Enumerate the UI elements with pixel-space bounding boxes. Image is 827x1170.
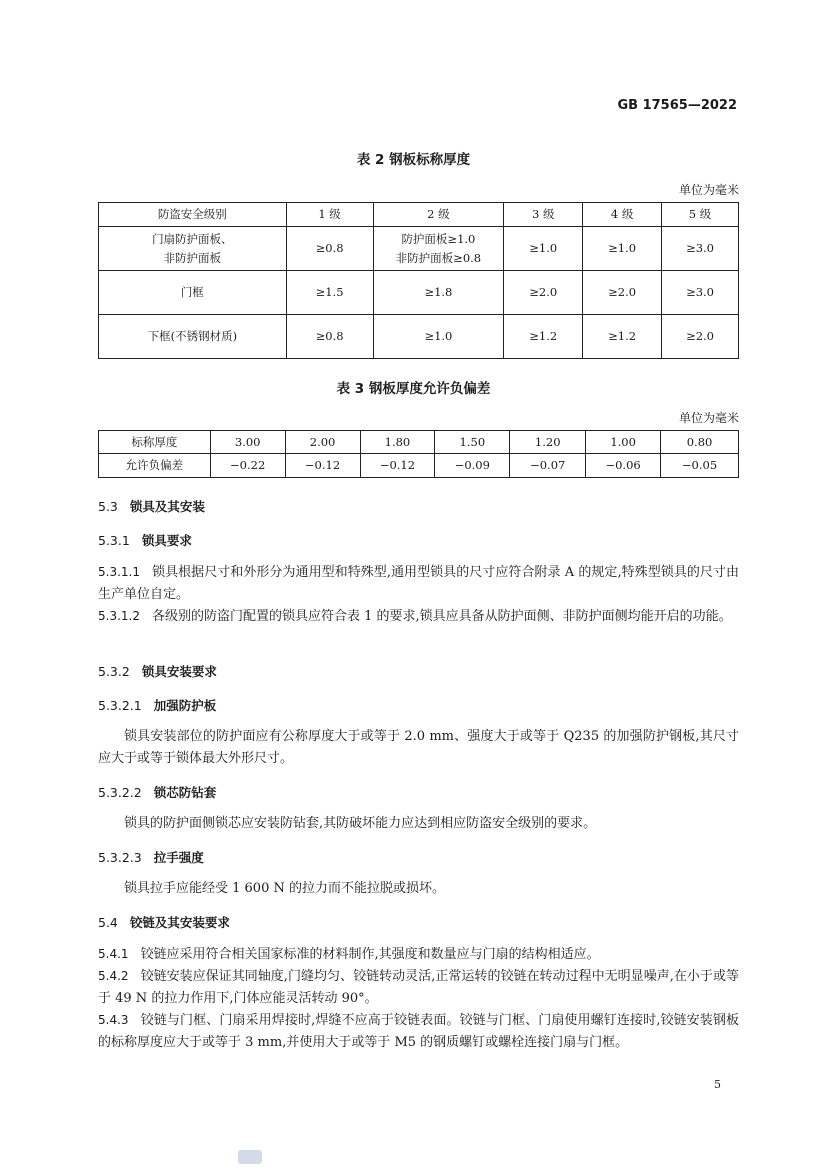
table-header: 5 级 [662, 203, 739, 227]
table-cell: ≥1.0 [373, 315, 504, 359]
paragraph-text: 锁具根据尺寸和外形分为通用型和特殊型,通用型锁具的尺寸应符合附录 A 的规定,特殊型锁具的尺寸由生产单位自定。 [98, 565, 739, 602]
table3 [98, 430, 739, 478]
table-cell [373, 227, 504, 271]
table-cell: −0.06 [586, 454, 661, 478]
table-cell: ≥2.0 [583, 271, 662, 315]
section-number: 5.3.2.2 [98, 785, 142, 800]
paragraph-5-3-2-1: 锁具安装部位的防护面应有公称厚度大于或等于 2.0 mm、强度大于或等于 Q235 的加强防护钢板,其尺寸应大于或等于锁体最大外形尺寸。 [98, 729, 739, 766]
paragraph-text: 铰链应采用符合相关国家标准的材料制作,其强度和数量应与门扇的结构相适应。 [140, 947, 600, 962]
paragraph-text: 铰链安装应保证其同轴度,门缝均匀、铰链转动灵活,正常运转的铰链在转动过程中无明显噪声,在小于或等于 49 N 的拉力作用下,门体应能灵活转动 90°。 [98, 969, 739, 1006]
clause-number: 5.3.1.2 [98, 609, 140, 623]
table-row [99, 271, 739, 315]
page-number: 5 [714, 1078, 721, 1091]
table-cell: 门框 [99, 271, 287, 315]
section-title: 锁芯防钻套 [153, 785, 217, 800]
paragraph-text: 各级别的防盗门配置的锁具应符合表 1 的要求,锁具应具备从防护面侧、非防护面侧均能开启的功能。 [151, 609, 732, 624]
table-row [99, 431, 739, 454]
section-number: 5.3.2 [98, 664, 130, 679]
table-cell: 允许负偏差 [99, 454, 211, 478]
table-cell: 2.00 [285, 431, 360, 454]
section-heading [98, 848, 204, 866]
table-cell: −0.09 [435, 454, 510, 478]
table3-title: 表 3 钢板厚度允许负偏差 [336, 381, 491, 397]
section-title: 铰链及其安装要求 [129, 915, 230, 930]
section-title: 锁具安装要求 [141, 664, 217, 679]
table-cell: 下框(不锈钢材质) [99, 315, 287, 359]
table-cell: −0.22 [210, 454, 285, 478]
table3-unit: 单位为毫米 [678, 411, 739, 425]
table-cell: ≥2.0 [662, 315, 739, 359]
table-cell: 1.20 [510, 431, 586, 454]
section-number: 5.3.1 [98, 533, 130, 548]
table-cell: ≥2.0 [504, 271, 583, 315]
table-cell: 1.50 [435, 431, 510, 454]
paragraph-5-3-2-3: 锁具拉手应能经受 1 600 N 的拉力而不能拉脱或损坏。 [124, 881, 445, 896]
clause-number: 5.4.1 [98, 947, 129, 961]
paragraph-5-4-1 [98, 943, 739, 966]
section-number: 5.3.2.3 [98, 850, 142, 865]
table-cell: 1.80 [360, 431, 435, 454]
section-title: 锁具要求 [141, 533, 192, 548]
clause-number: 5.3.1.1 [98, 565, 140, 579]
table-header: 1 级 [286, 203, 373, 227]
table-row [99, 315, 739, 359]
table-cell: 1.00 [586, 431, 661, 454]
table-cell: ≥3.0 [662, 227, 739, 271]
cell-line: 非防护面板≥0.8 [395, 250, 482, 265]
table2-header-row [99, 203, 739, 227]
standard-code: GB 17565—2022 [617, 98, 737, 113]
cell-line: 门扇防护面板、 [152, 231, 233, 246]
table-cell: ≥1.8 [373, 271, 504, 315]
table-cell: 标称厚度 [99, 431, 211, 454]
table-cell: −0.12 [285, 454, 360, 478]
cell-line: 防护面板≥1.0 [401, 231, 476, 246]
section-number: 5.3 [98, 499, 118, 514]
section-heading [98, 913, 230, 931]
section-heading [98, 696, 216, 714]
table-header: 4 级 [583, 203, 662, 227]
table-cell: −0.12 [360, 454, 435, 478]
watermark-logo [238, 1150, 262, 1164]
table-cell: −0.05 [661, 454, 739, 478]
section-heading [98, 783, 216, 801]
table-header: 防盗安全级别 [99, 203, 287, 227]
paragraph-5-3-1-2 [98, 605, 739, 628]
paragraph-text: 铰链与门框、门扇采用焊接时,焊缝不应高于铰链表面。铰链与门框、门扇使用螺钉连接时,铰链安装钢板的标称厚度应大于或等于 3 mm,并使用大于或等于 M5 的钢质螺钉或螺栓连接门扇与门框。 [98, 1013, 739, 1050]
table2 [98, 202, 739, 359]
clause-number: 5.4.3 [98, 1013, 129, 1027]
table-row [99, 227, 739, 271]
section-title: 锁具及其安装 [129, 499, 205, 514]
table-row [99, 454, 739, 478]
section-title: 加强防护板 [153, 698, 217, 713]
table-header: 2 级 [373, 203, 504, 227]
section-title: 拉手强度 [153, 850, 204, 865]
cell-line: 非防护面板 [163, 250, 222, 265]
paragraph-5-3-2-2: 锁具的防护面侧锁芯应安装防钻套,其防破坏能力应达到相应防盗安全级别的要求。 [124, 816, 597, 831]
paragraph-5-4-2 [98, 965, 739, 1010]
section-heading [98, 531, 192, 549]
table-header: 3 级 [504, 203, 583, 227]
table-cell: 0.80 [661, 431, 739, 454]
paragraph-5-4-3 [98, 1009, 739, 1054]
section-heading [98, 662, 217, 680]
table-cell: ≥1.5 [286, 271, 373, 315]
table-cell [99, 227, 287, 271]
paragraph-5-3-1-1 [98, 561, 739, 606]
table-cell: 3.00 [210, 431, 285, 454]
table-cell: ≥0.8 [286, 227, 373, 271]
table-cell: ≥1.0 [504, 227, 583, 271]
table-cell: −0.07 [510, 454, 586, 478]
table-cell: ≥1.2 [504, 315, 583, 359]
table-cell: ≥1.2 [583, 315, 662, 359]
table2-unit: 单位为毫米 [678, 183, 739, 197]
clause-number: 5.4.2 [98, 969, 129, 983]
table-cell: ≥1.0 [583, 227, 662, 271]
section-number: 5.4 [98, 915, 118, 930]
table-cell: ≥0.8 [286, 315, 373, 359]
table-cell: ≥3.0 [662, 271, 739, 315]
table2-title: 表 2 钢板标称厚度 [356, 152, 471, 168]
section-number: 5.3.2.1 [98, 698, 142, 713]
section-heading [98, 497, 205, 515]
